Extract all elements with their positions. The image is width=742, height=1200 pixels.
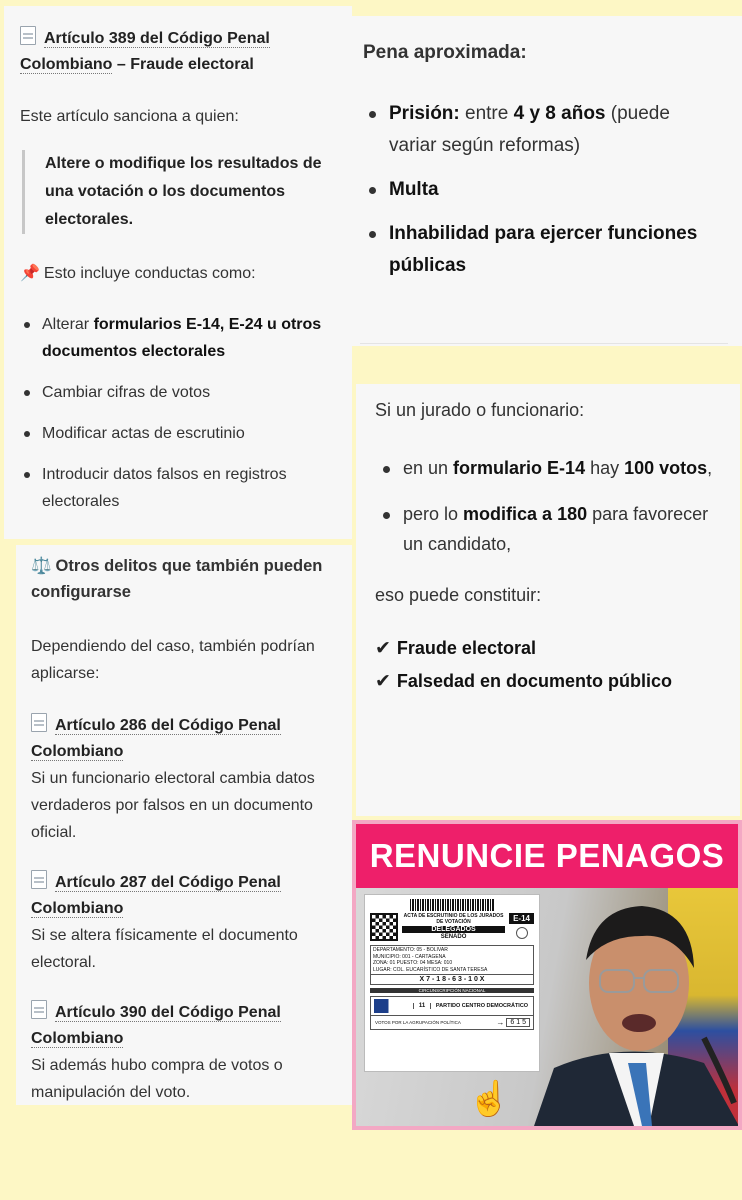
- list-item: Modificar actas de escrutinio: [20, 420, 336, 447]
- article-287-text: Si se altera físicamente el documento electoral.: [31, 927, 298, 971]
- article-389-quote: Altere o modifique los resultados de una votación o los documentos electorales.: [22, 150, 336, 234]
- penalty-panel: [346, 16, 742, 346]
- example-checklist: [375, 632, 722, 698]
- party-logo: [374, 999, 410, 1013]
- qr-code-icon: [370, 913, 398, 941]
- other-crimes-panel: [16, 545, 352, 1105]
- other-crimes-heading: ⚖️ Otros delitos que también pueden configurarse: [31, 557, 323, 601]
- list-item: Multa: [363, 174, 722, 206]
- divider: [360, 343, 728, 344]
- article-390-title[interactable]: Artículo 390 del Código Penal Colombiano: [31, 1000, 338, 1052]
- banner-image: [352, 820, 742, 1130]
- example-panel: [356, 384, 740, 816]
- checkmark-icon: ✔: [375, 671, 391, 692]
- document-icon: [20, 26, 36, 45]
- barcode: [410, 899, 494, 911]
- list-item: Prisión: entre 4 y 8 años (puede variar según reformas): [363, 98, 722, 162]
- list-item: pero lo modifica a 180 para favorecer un candidato,: [377, 499, 722, 559]
- other-crimes-intro: Dependiendo del caso, también podrían aplicarse:: [31, 638, 315, 682]
- article-389-title[interactable]: Artículo 389 del Código Penal Colombiano – Fraude electoral: [20, 26, 336, 78]
- banner-headline-bar: [356, 824, 738, 888]
- document-icon: [31, 1000, 47, 1019]
- document-icon: [31, 870, 47, 889]
- pointing-hand-icon: ☝️: [468, 1080, 511, 1118]
- document-icon: [31, 713, 47, 732]
- portrait-illustration: [524, 888, 738, 1126]
- article-286-text: Si un funcionario electoral cambia datos verdaderos por falsos en un documento oficial.: [31, 770, 315, 841]
- list-item: Alterar formularios E-14, E-24 u otros documentos electorales: [20, 311, 336, 365]
- list-item: Inhabilidad para ejercer funciones públicas: [363, 218, 722, 282]
- banner-photo-area: [356, 888, 738, 1126]
- article-389-panel: [4, 6, 352, 539]
- banner-headline: RENUNCIE PENAGOS: [369, 837, 725, 874]
- list-item: Introducir datos falsos en registros electorales: [20, 461, 336, 515]
- check-item: ✔ Fraude electoral: [375, 638, 536, 659]
- registraduria-logo: [516, 927, 528, 939]
- article-389-includes: 📌 Esto incluye conductas como:: [20, 265, 256, 282]
- list-item: en un formulario E-14 hay 100 votos,: [377, 453, 722, 483]
- conduct-list: [20, 311, 336, 515]
- article-389-intro: Este artículo sanciona a quien:: [20, 108, 239, 125]
- list-item: Cambiar cifras de votos: [20, 379, 336, 406]
- example-conclusion: eso puede constituir:: [375, 585, 542, 605]
- pushpin-icon: 📌: [20, 265, 40, 282]
- scales-icon: ⚖️: [31, 557, 52, 575]
- check-item: ✔ Falsedad en documento público: [375, 671, 672, 692]
- penalty-heading: Pena aproximada:: [363, 42, 527, 63]
- article-390-text: Si además hubo compra de votos o manipulación del voto.: [31, 1057, 283, 1101]
- penalty-list: [363, 98, 722, 282]
- example-intro: Si un jurado o funcionario:: [375, 400, 585, 420]
- example-list: [377, 453, 722, 559]
- article-286-title[interactable]: Artículo 286 del Código Penal Colombiano: [31, 713, 338, 765]
- article-287-title[interactable]: Artículo 287 del Código Penal Colombiano: [31, 870, 338, 922]
- e14-form: ACTA DE ESCRUTINIO DE LOS JURADOS DE VOTACIÓN DELEGADOS SENADO E-14 DEPARTAMENTO: 05 - BOLIVAR MUNICIPIO: 001 - CARTAGENA ZONA: 01 PUESTO: 04 MESA: 010 LUGAR: COL. EUCARÍSTICO DE SANTA TERESA X 7 - 1 8 - 6 3 - 1 0 X CIRCUNSCRIPCIÓN NACIONAL 11 PARTIDO CENTRO DEMOCRÁTICO VOTOS POR LA AGRUPACIÓN POLÍTICA → 6 1 5: [364, 894, 540, 1072]
- checkmark-icon: ✔: [375, 638, 391, 659]
